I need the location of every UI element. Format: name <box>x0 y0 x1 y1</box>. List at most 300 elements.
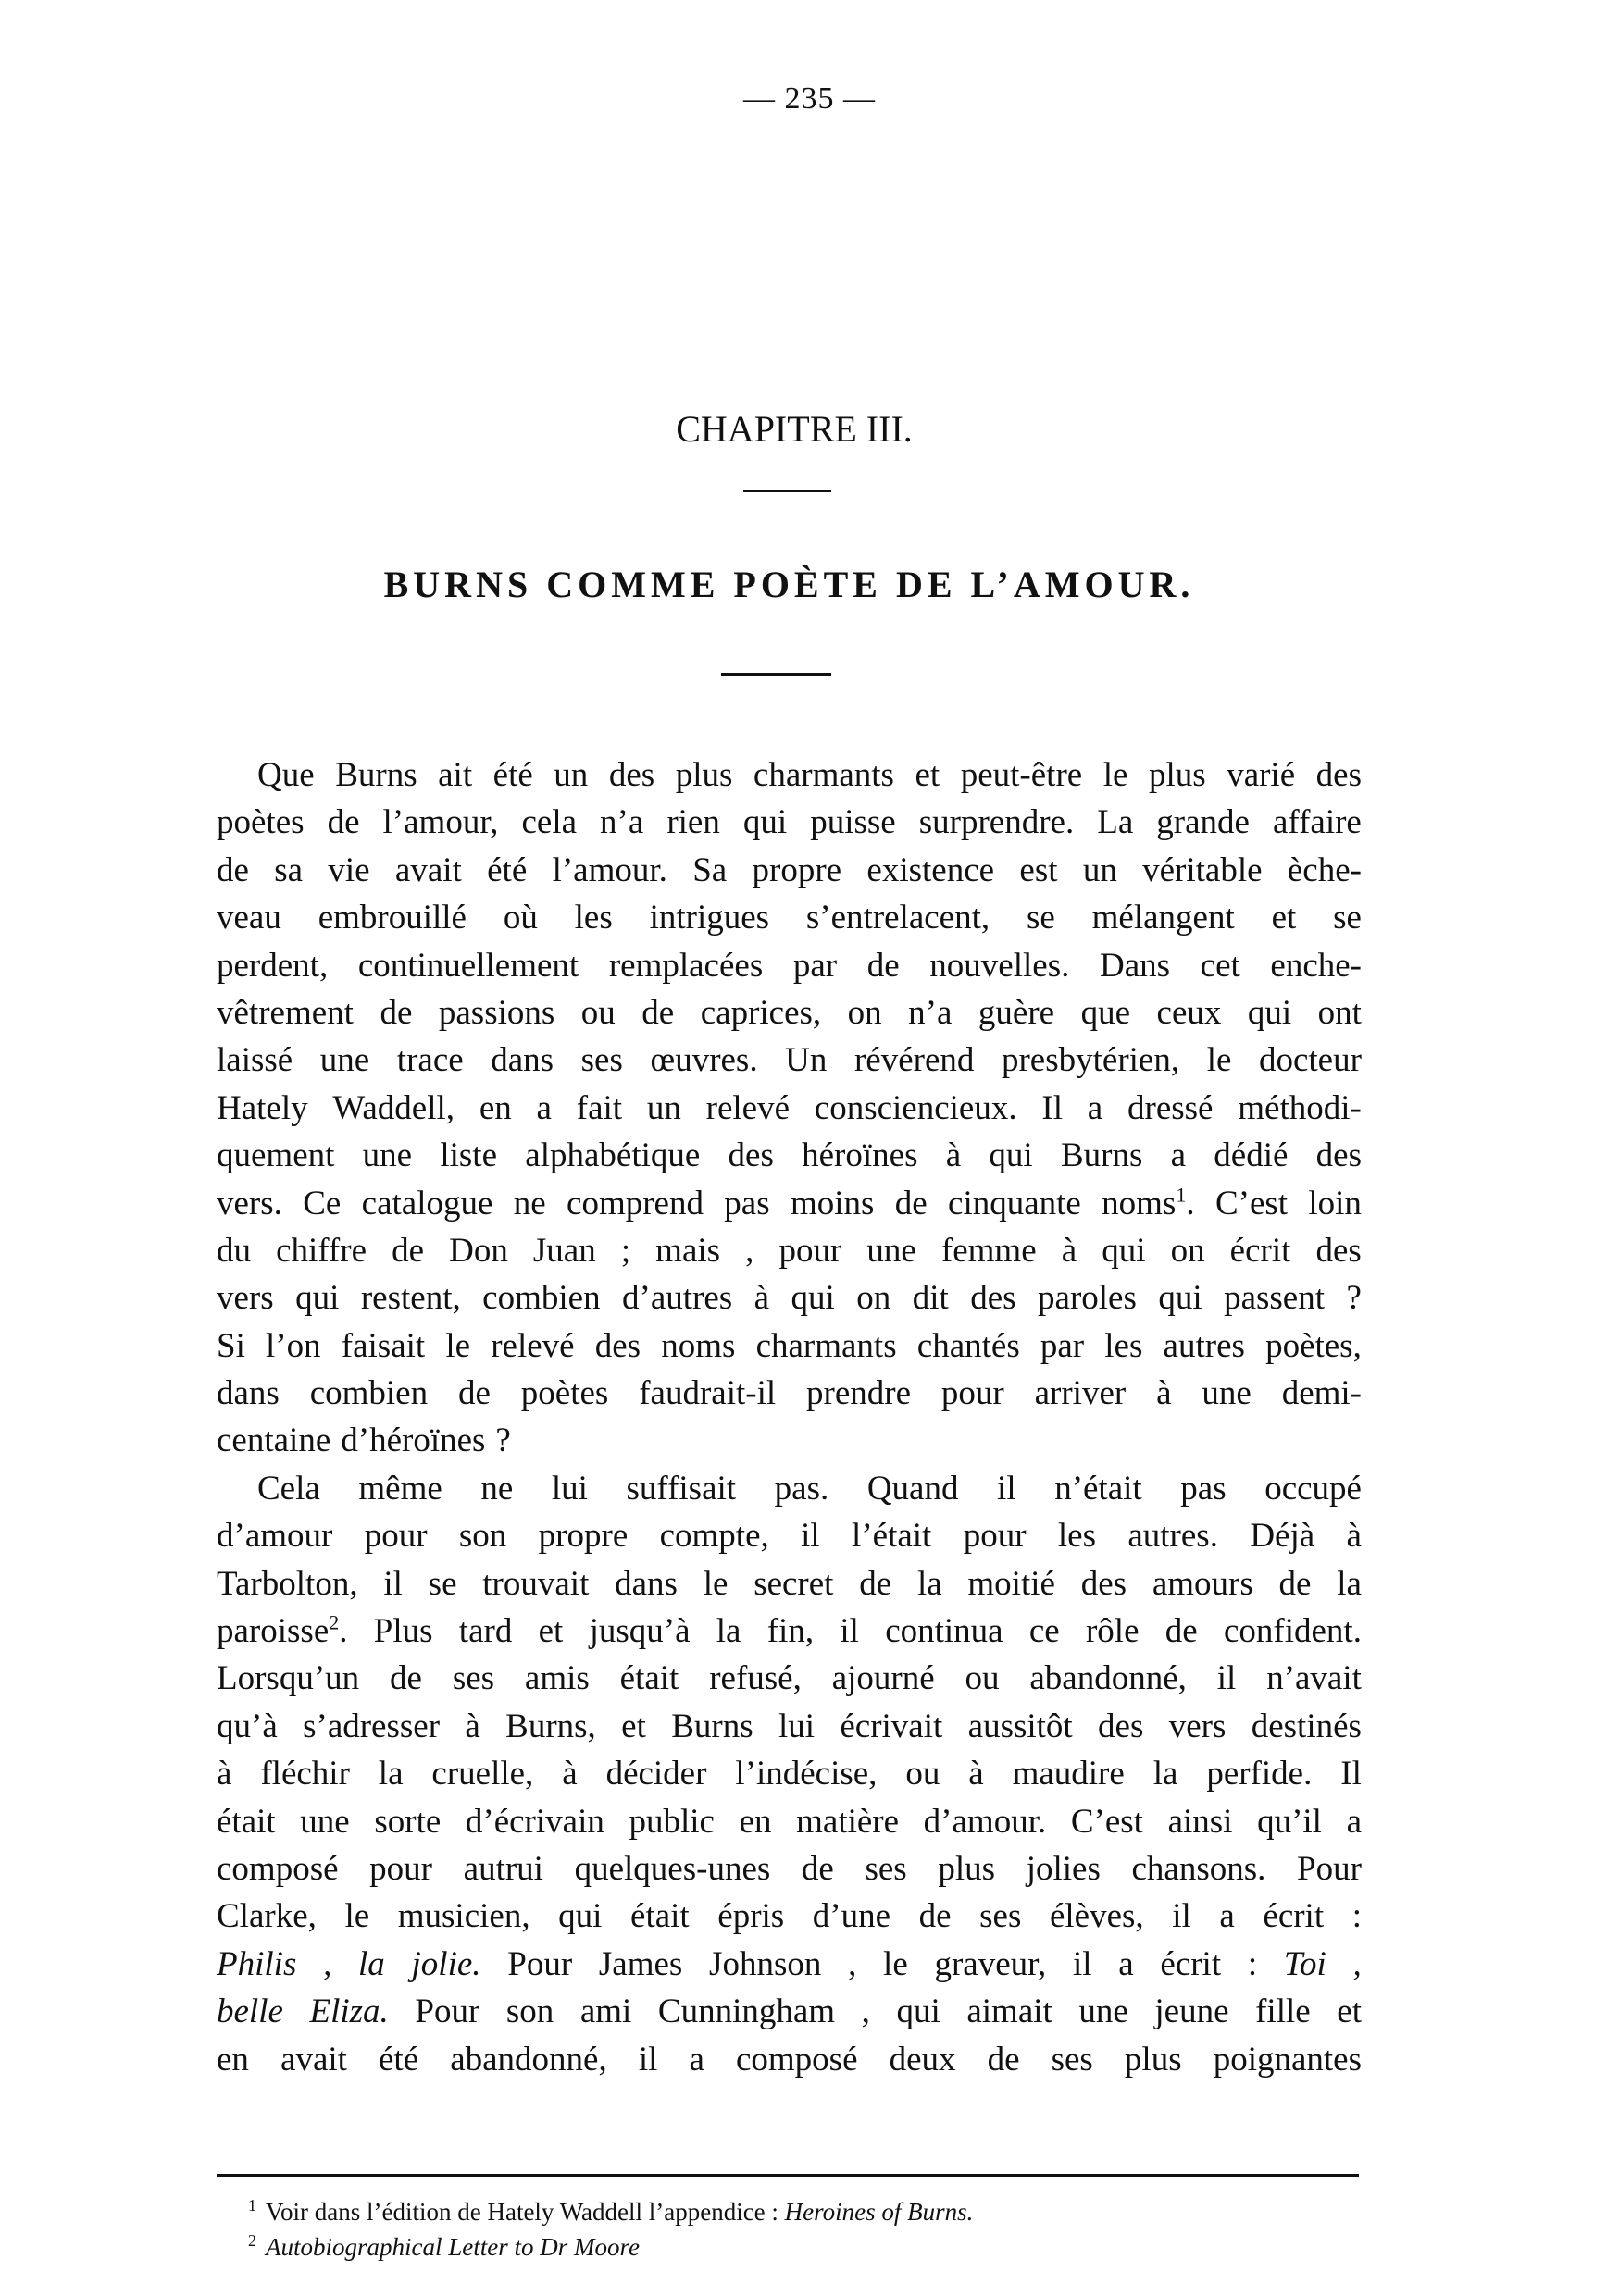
text-line <box>217 1988 1362 2035</box>
word: une <box>300 1802 350 1841</box>
word: Déjà <box>1250 1517 1315 1556</box>
word: il <box>1216 1659 1237 1698</box>
word: qui <box>989 1136 1033 1175</box>
word: pas <box>1180 1469 1227 1508</box>
word: était <box>619 1659 679 1698</box>
word: cinquante <box>948 1184 1081 1222</box>
word: ne <box>480 1469 514 1508</box>
word: secret <box>753 1564 834 1603</box>
word: une <box>1078 1992 1128 2031</box>
text-line <box>217 1845 1362 1893</box>
word: Que <box>257 756 315 794</box>
word: ajourné <box>831 1659 935 1698</box>
word: vers <box>1168 1706 1227 1745</box>
word: qui <box>791 1279 835 1318</box>
word: écrivait <box>840 1706 943 1745</box>
footnote-1 <box>248 2198 973 2227</box>
text-line <box>217 1560 1362 1607</box>
word: composé <box>217 1849 339 1888</box>
footnote-reference: 1 <box>1176 1183 1187 1207</box>
word: en <box>739 1802 772 1841</box>
word: la <box>1152 1755 1178 1793</box>
word: ses <box>865 1849 907 1888</box>
word: : <box>1247 1944 1258 1983</box>
word: plus <box>1148 756 1206 794</box>
word: les <box>574 899 613 937</box>
word: sorte <box>374 1802 442 1841</box>
word: jolie. <box>411 1944 481 1983</box>
word: Juan <box>532 1231 596 1270</box>
word: quelques-unes <box>574 1849 771 1888</box>
word: , <box>1352 1944 1362 1983</box>
word: poètes <box>217 803 305 842</box>
word: révérend <box>853 1041 975 1080</box>
word: veau <box>217 899 281 937</box>
word: se <box>1333 899 1362 937</box>
text-line <box>217 1322 1362 1370</box>
text-line <box>217 1941 1362 1988</box>
word: qui <box>295 1279 340 1318</box>
word: lui <box>551 1469 588 1508</box>
text-line <box>217 1655 1362 1702</box>
word: intrigues <box>649 899 770 937</box>
word: avait <box>394 850 462 889</box>
word: véritable <box>1142 850 1263 889</box>
word: et <box>621 1706 646 1745</box>
word: n’a <box>600 803 644 842</box>
word: nouvelles. <box>929 946 1070 985</box>
footnote-mark: 2 <box>248 2231 256 2250</box>
word: demi- <box>1281 1374 1362 1413</box>
word: en <box>479 1088 512 1127</box>
divider <box>721 673 831 676</box>
word: ainsi <box>1167 1802 1233 1841</box>
word: presbytérien, <box>1001 1041 1180 1080</box>
word: ne <box>513 1184 546 1222</box>
word: Cela <box>257 1469 320 1508</box>
word: son <box>505 1992 554 2031</box>
word: à <box>562 1755 578 1793</box>
word: Toi <box>1283 1944 1326 1983</box>
word: à <box>753 1279 770 1318</box>
word: ? <box>495 1421 511 1460</box>
word: a <box>1346 1802 1362 1841</box>
word: même <box>358 1469 442 1508</box>
word: des <box>1315 756 1362 794</box>
word: il <box>1172 1897 1191 1936</box>
word: consciencieux. <box>814 1088 1017 1127</box>
word: comprend <box>567 1184 704 1222</box>
word: affaire <box>1273 803 1362 842</box>
word: passions <box>438 993 555 1032</box>
word: et <box>1271 899 1297 937</box>
word: de <box>217 850 249 889</box>
chapter-title: BURNS COMME POÈTE DE L’AMOUR. <box>383 564 1195 605</box>
word: plus <box>675 756 733 794</box>
word: de <box>390 1659 422 1698</box>
word: fléchir <box>260 1755 350 1793</box>
word: le <box>883 1944 908 1983</box>
word: deux <box>889 2040 956 2079</box>
word: noms$^1$. <box>1102 1183 1195 1222</box>
word: pour <box>963 1517 1027 1556</box>
word: , <box>848 1944 857 1983</box>
word: maudire <box>1012 1755 1125 1793</box>
word: dit <box>912 1279 949 1318</box>
footnote-divider <box>217 2174 1359 2177</box>
word: qui <box>1158 1279 1202 1318</box>
word: femme <box>940 1231 1037 1270</box>
word: poètes, <box>1265 1326 1362 1365</box>
word: à <box>945 1136 962 1175</box>
word: qui <box>742 803 788 842</box>
word: dans <box>217 1374 280 1413</box>
word: il <box>1072 1944 1092 1983</box>
word: Hately <box>217 1088 308 1127</box>
footnote-text: Voir dans l’édition de Hately Waddell l’appendice : <box>266 2198 778 2226</box>
word: qui <box>558 1897 603 1936</box>
word: moins <box>790 1184 875 1222</box>
word: James <box>598 1944 683 1983</box>
word: Dans <box>1099 946 1171 985</box>
word: fille <box>1255 1992 1311 2031</box>
word: de <box>987 2040 1020 2079</box>
word: on <box>847 993 882 1032</box>
text-line <box>217 1798 1362 1845</box>
word: Pour <box>415 1992 480 2031</box>
word: rien <box>666 803 720 842</box>
word: continuellement <box>357 946 579 985</box>
text-line <box>217 1703 1362 1750</box>
word: il <box>997 1469 1016 1508</box>
word: plus <box>1124 2040 1182 2079</box>
word: Eliza. <box>309 1992 389 2031</box>
word: méthodi- <box>1238 1088 1362 1127</box>
word: pour <box>778 1231 842 1270</box>
word: ? <box>1346 1279 1362 1318</box>
word: enche- <box>1270 946 1362 985</box>
word: chiffre <box>276 1231 367 1270</box>
word: cela <box>521 803 578 842</box>
word: et <box>915 756 940 794</box>
word: et <box>1337 1992 1362 2031</box>
word: dans <box>491 1041 554 1080</box>
word: de <box>380 993 413 1032</box>
word: perdent, <box>217 946 329 985</box>
word: ont <box>1317 993 1362 1032</box>
word: la <box>378 1755 404 1793</box>
word: n’a <box>908 993 953 1032</box>
footnote-italic: Autobiographical Letter to Dr Moore <box>266 2233 640 2261</box>
chapter-heading: CHAPITRE III. <box>676 408 913 450</box>
word: n’avait <box>1266 1659 1362 1698</box>
word: le <box>445 1326 471 1365</box>
word: èche- <box>1287 850 1362 889</box>
word: on <box>1170 1231 1205 1270</box>
text-line <box>217 1227 1362 1274</box>
word: a <box>536 1088 552 1127</box>
text-line <box>217 751 1362 799</box>
word: des <box>1315 1231 1362 1270</box>
text-line <box>217 1132 1362 1179</box>
word: la <box>716 1612 741 1651</box>
word: matière <box>796 1802 900 1841</box>
text-line <box>217 1274 1362 1322</box>
word: écrit <box>1263 1897 1325 1936</box>
word: caprices, <box>700 993 822 1032</box>
word: grande <box>1156 803 1250 842</box>
word: paroles <box>1038 1279 1137 1318</box>
word: propre <box>752 850 842 889</box>
word: surprendre. <box>918 803 1075 842</box>
word: rôle <box>1085 1612 1140 1651</box>
word: des <box>1098 1706 1144 1745</box>
word: ami <box>579 1992 632 2031</box>
word: vers <box>217 1279 274 1318</box>
word: ses <box>580 1041 623 1080</box>
word: de <box>1278 1564 1312 1603</box>
word: d’héroïnes <box>341 1421 486 1460</box>
word: qui <box>896 1992 940 2031</box>
word: à <box>1156 1374 1172 1413</box>
word: embrouillé <box>318 899 467 937</box>
word: perfide. <box>1206 1755 1313 1793</box>
word: trouvait <box>482 1564 590 1603</box>
word: noms <box>661 1326 736 1365</box>
word: La <box>1097 803 1134 842</box>
word: aimait <box>966 1992 1052 2031</box>
text-line <box>217 847 1362 894</box>
word: par <box>792 946 838 985</box>
word: : <box>1351 1897 1362 1936</box>
word: trace <box>396 1041 464 1080</box>
word: vêtrement <box>217 993 354 1032</box>
word: passent <box>1224 1279 1326 1318</box>
text-line <box>217 1893 1362 1940</box>
word: des <box>608 756 655 794</box>
word: à <box>1061 1231 1077 1270</box>
text-line <box>217 799 1362 846</box>
text-line <box>217 1750 1362 1797</box>
word: en <box>217 2040 249 2079</box>
word: s’entrelacent, <box>805 899 990 937</box>
word: fin, <box>766 1612 815 1651</box>
word: , <box>861 1992 870 2031</box>
word: a <box>1118 1944 1134 1983</box>
word: à <box>1346 1517 1362 1556</box>
word: relevé <box>491 1326 575 1365</box>
word: été <box>492 756 533 794</box>
word: lui <box>778 1706 816 1745</box>
word: Cunningham <box>657 1992 836 2031</box>
word: ses <box>979 1897 1022 1936</box>
word: plus <box>938 1849 996 1888</box>
word: faisait <box>341 1326 426 1365</box>
word: graveur, <box>934 1944 1047 1983</box>
word: et <box>538 1612 564 1651</box>
word: était <box>217 1802 276 1841</box>
word: pour <box>369 1849 432 1888</box>
word: Il <box>1340 1755 1362 1793</box>
word: à <box>968 1755 984 1793</box>
word: prendre <box>806 1374 912 1413</box>
word: alphabétique <box>525 1136 701 1175</box>
word: l’amour, <box>382 803 499 842</box>
word: sa <box>274 850 304 889</box>
word: mais <box>655 1231 721 1270</box>
text-line <box>217 1370 1362 1417</box>
word: restent, <box>360 1279 461 1318</box>
word: écrit <box>1160 1944 1222 1983</box>
word: par <box>1040 1326 1085 1365</box>
word: les <box>1057 1517 1096 1556</box>
word: l’était <box>852 1517 932 1556</box>
word: autrui <box>463 1849 543 1888</box>
word: Don <box>449 1231 508 1270</box>
word: qui <box>1102 1231 1146 1270</box>
word: les <box>1104 1326 1143 1365</box>
text-line <box>217 1512 1362 1559</box>
word: arriver <box>1034 1374 1127 1413</box>
word: avait <box>280 2040 347 2079</box>
word: jusqu’à <box>589 1612 691 1651</box>
word: un <box>1082 850 1117 889</box>
word: ou <box>580 993 616 1032</box>
word: compte, <box>659 1517 769 1556</box>
word: fait <box>576 1088 623 1127</box>
word: que <box>1080 993 1131 1032</box>
text-line <box>217 1180 1362 1227</box>
word: Lorsqu’un <box>217 1659 360 1698</box>
word: le <box>344 1897 370 1936</box>
word: Philis <box>217 1944 297 1983</box>
word: dressé <box>1127 1088 1214 1127</box>
word: une <box>362 1136 413 1175</box>
word: pour <box>940 1374 1004 1413</box>
word: des <box>1315 1136 1362 1175</box>
word: a <box>1219 1897 1235 1936</box>
word: été <box>487 850 528 889</box>
word: paroisse$^2$. <box>217 1610 348 1651</box>
word: propre <box>538 1517 629 1556</box>
word: pas <box>724 1184 770 1222</box>
word: confident. <box>1223 1612 1362 1651</box>
word: public <box>629 1802 715 1841</box>
word: d’écrivain <box>465 1802 604 1841</box>
word: d’amour. <box>923 1802 1047 1841</box>
text-line <box>217 1607 1362 1655</box>
word: amours <box>1152 1564 1253 1603</box>
word: la <box>358 1944 385 1983</box>
word: a <box>689 2040 704 2079</box>
word: ou <box>965 1659 1000 1698</box>
word: Si <box>217 1326 245 1365</box>
word: Burns, <box>505 1706 596 1745</box>
word: qu’à <box>217 1706 278 1745</box>
word: ; <box>620 1231 631 1270</box>
word: ou <box>905 1755 940 1793</box>
word: l’amour. <box>552 850 667 889</box>
word: Waddell, <box>332 1088 455 1127</box>
word: œuvres. <box>650 1041 758 1080</box>
word: a <box>1087 1088 1103 1127</box>
word: Sa <box>692 850 728 889</box>
word: des <box>728 1136 774 1175</box>
word: des <box>970 1279 1016 1318</box>
word: ses <box>452 1659 495 1698</box>
word: C’est <box>1070 1802 1143 1841</box>
word: combien <box>482 1279 601 1318</box>
footnote-mark: 1 <box>248 2196 256 2215</box>
word: une <box>866 1231 916 1270</box>
word: Burns <box>1060 1136 1143 1175</box>
word: à <box>465 1706 480 1745</box>
word: C’est <box>1214 1184 1289 1222</box>
text-line <box>217 2036 1362 2083</box>
word: vers. <box>217 1184 282 1222</box>
word: le <box>703 1564 729 1603</box>
body-text <box>217 751 1362 2083</box>
text-line <box>217 1417 1362 1464</box>
word: l’on <box>266 1326 321 1365</box>
word: de <box>859 1564 892 1603</box>
word: élèves, <box>1049 1897 1144 1936</box>
word: peut-être <box>960 756 1083 794</box>
word: de <box>1164 1612 1198 1651</box>
word: Pour <box>507 1944 573 1983</box>
word: , <box>745 1231 754 1270</box>
word: remplacées <box>608 946 764 985</box>
word: mélangent <box>1091 899 1235 937</box>
word: occupé <box>1264 1469 1362 1508</box>
text-line <box>217 894 1362 941</box>
word: charmants <box>753 756 894 794</box>
word: Clarke, <box>217 1897 317 1936</box>
word: guère <box>978 993 1055 1032</box>
word: amis <box>524 1659 590 1698</box>
footnote-2 <box>248 2233 640 2262</box>
word: charmants <box>755 1326 897 1365</box>
word: varié <box>1227 756 1296 794</box>
word: de <box>327 803 360 842</box>
word: d’amour <box>217 1517 333 1556</box>
word: se <box>428 1564 457 1603</box>
word: musicien, <box>397 1897 530 1936</box>
footnote-reference: 2 <box>329 1610 340 1634</box>
word: quement <box>217 1136 335 1175</box>
word: continua <box>885 1612 1003 1651</box>
word: , <box>323 1944 332 1983</box>
word: de <box>457 1374 491 1413</box>
word: écrit <box>1229 1231 1291 1270</box>
word: de <box>392 1231 425 1270</box>
word: abandonné, <box>450 2040 607 2079</box>
word: existence <box>866 850 995 889</box>
word: autres. <box>1127 1517 1218 1556</box>
word: la <box>1337 1564 1362 1603</box>
text-line <box>217 989 1362 1036</box>
word: Quand <box>866 1469 959 1508</box>
word: il <box>840 1612 859 1651</box>
word: Il <box>1041 1088 1063 1127</box>
word: il <box>801 1517 820 1556</box>
word: puisse <box>810 803 896 842</box>
word: Un <box>785 1041 828 1080</box>
word: Plus <box>373 1612 433 1651</box>
text-line <box>217 1036 1362 1084</box>
word: des <box>594 1326 641 1365</box>
word: héroïnes <box>802 1136 918 1175</box>
